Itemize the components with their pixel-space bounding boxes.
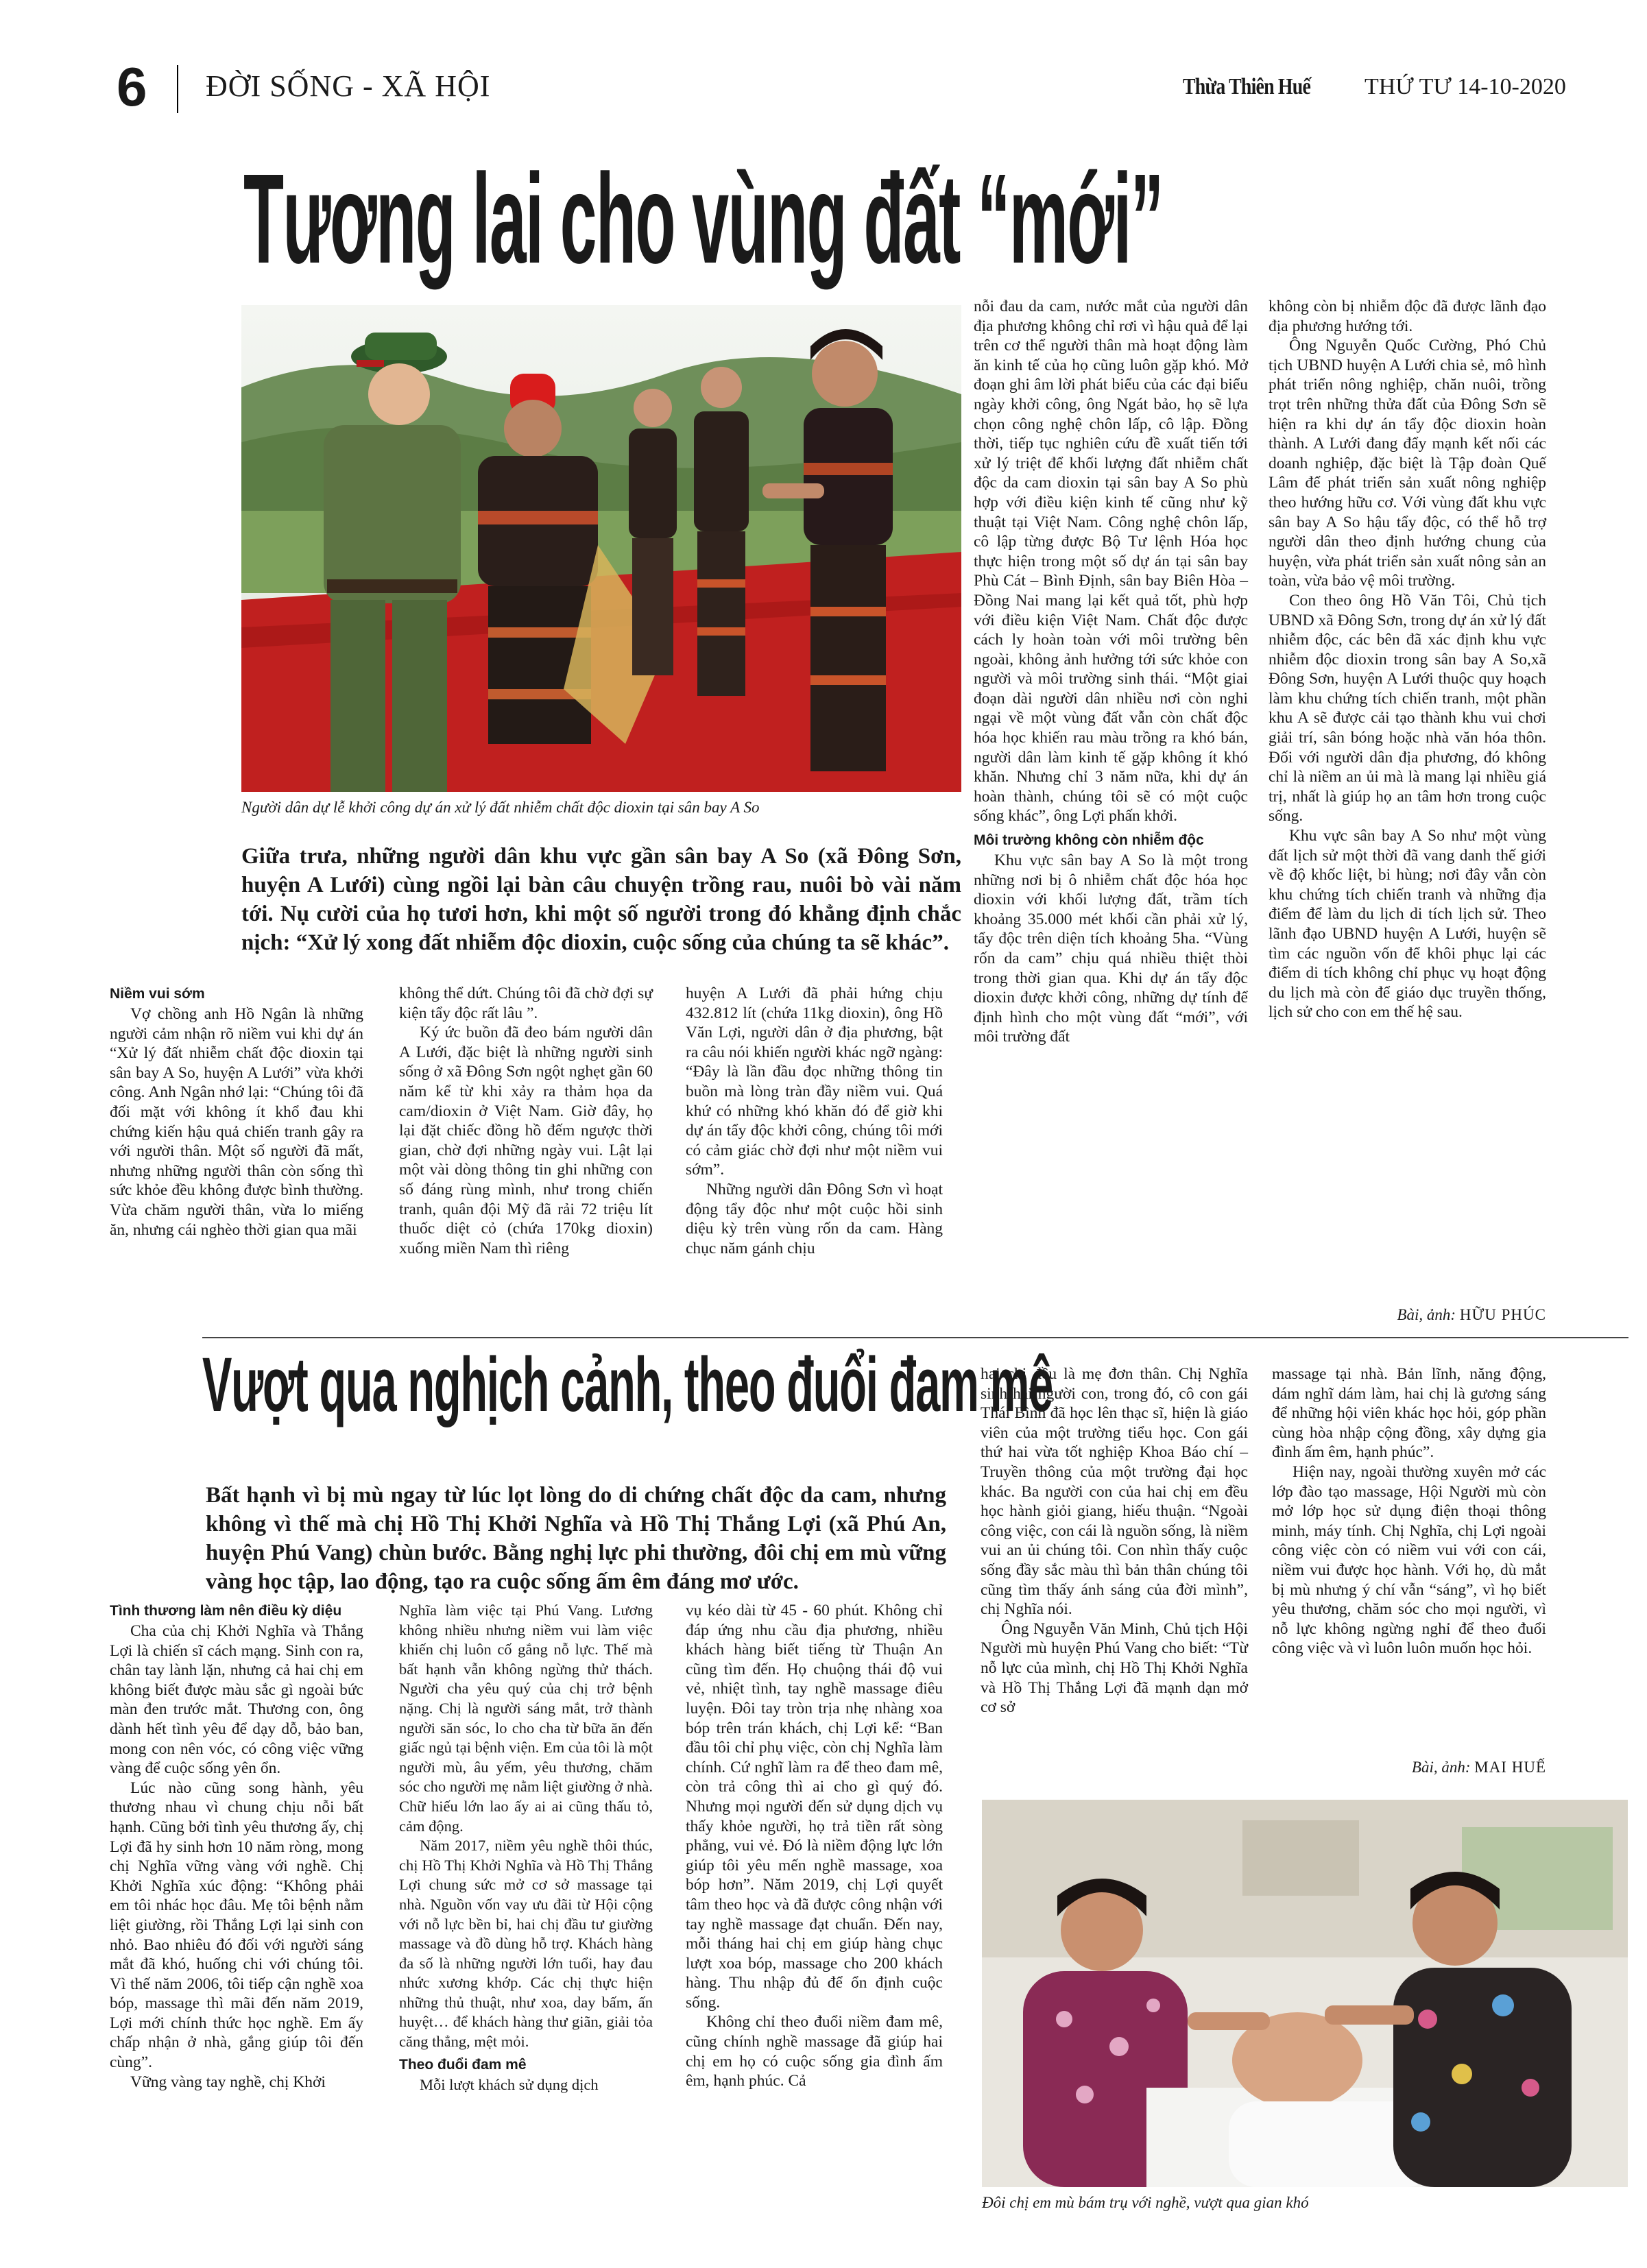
section-title: ĐỜI SỐNG - XÃ HỘI <box>206 69 491 103</box>
article2-column-5 <box>1272 1364 1546 1658</box>
credit-label: Bài, ảnh: <box>1397 1306 1456 1323</box>
article-divider <box>202 1337 1628 1338</box>
article1-paragraph: Những người dân Đông Sơn vì hoạt động tẩy độc như một cuộc hồi sinh diệu kỳ trên vùng rốn da cam. Hàng chục năm gánh chịu <box>686 1180 943 1257</box>
article1-column-5 <box>1269 297 1546 1022</box>
article2-paragraph: Năm 2017, niềm yêu nghề thôi thúc, chị Hồ Thị Khởi Nghĩa và Hồ Thị Thắng Lợi chung sức mở cơ sở massage tại nhà. Nguồn vốn vay ưu đãi từ Hội cộng với nỗ lực bền bỉ, hai chị đầu tư giường massage và đồ dùng hỗ trợ. Khách hàng đa số là những người lớn tuổi, hay đau nhức xương khớp. Các chị thực hiện những thủ thuật, như xoa, day bấm, ấn huyệt… để khách hàng thư giãn, giải tỏa căng thẳng, mệt mỏi. <box>399 1837 653 2051</box>
article1-photo-caption: Người dân dự lễ khởi công dự án xử lý đất nhiễm chất độc dioxin tại sân bay A So <box>241 799 760 816</box>
article1-credit <box>1269 1306 1546 1324</box>
page-number: 6 <box>117 56 147 117</box>
article1-photo <box>241 305 961 792</box>
article2-photo-caption: Đôi chị em mù bám trụ với nghề, vượt qua gian khó <box>982 2194 1309 2211</box>
credit-label: Bài, ảnh: <box>1411 1759 1471 1776</box>
article1-paragraph: Khu vực sân bay A So là một trong những nơi bị ô nhiễm chất độc hóa học dioxin với khối lượng đất, trầm tích khoảng 35.000 mét khối cần phải xử lý, tẩy độc trên diện tích khoảng 5ha. “Vùng rốn da cam” chịu quá nhiều thiệt thòi trong thời gian qua. Khi dự án tẩy độc dioxin được khởi công, những dự tính để định hình cho một vùng đất “mới”, với môi trường đất <box>974 852 1248 1046</box>
article1-title: Tương lai cho vùng đất “mới” <box>243 148 1163 290</box>
article1-paragraph: Con theo ông Hồ Văn Tôi, Chủ tịch UBND xã Đông Sơn, trong dự án xử lý đất nhiễm độc, các bên đã xác định khu vực nhiễm độc dioxin trong sân bay A So,xã Đông Sơn, huyện A Lưới thuộc quy hoạch làm khu chứng tích chiến tranh, một phần khu A sẽ được cải tạo thành khu vui chơi giải trí, sân bóng hoặc nhà văn hóa thôn. Đối với người dân địa phương, đó không chỉ là niềm an ủi mà là mang lại nhiều giá trị, nhất là giúp họ an tâm hơn trong cuộc sống. <box>1269 591 1546 825</box>
article2-photo <box>982 1800 1628 2187</box>
article1-paragraph: Khu vực sân bay A So như một vùng đất lịch sử một thời đã vang danh thế giới về độ khốc liệt, bi hùng; nơi đây vẫn còn khu chứng tích chiến tranh và những địa điểm để làm du lịch di tích lịch sử. Theo lãnh đạo UBND huyện A Lưới, huyện sẽ tìm các nguồn vốn để khôi phục lại các điểm di tích không chỉ phục vụ hoạt động du lịch mà còn để giáo dục truyền thống, lịch sử cho con em thế hệ sau. <box>1269 827 1546 1022</box>
article2-paragraph: Nghĩa làm việc tại Phú Vang. Lương không nhiều nhưng niềm vui làm việc khiến chị luôn cố gắng nỗ lực. Thế mà bất hạnh vẫn không ngừng thử thách. Người cha yêu quý của chị trở bệnh nặng. Chị là người sáng mắt, trở thành người săn sóc, lo cho cha từ bữa ăn đến giấc ngủ tại bệnh viện. Em của tôi là một người mù, âu yếm, yêu thương, chăm sóc cho người mẹ nằm liệt giường ở nhà. Chữ hiếu lớn lao ấy ai ai cũng thấu tỏ, cảm động. <box>399 1602 653 1835</box>
article2-paragraph: hai chị đều là mẹ đơn thân. Chị Nghĩa sinh hai người con, trong đó, cô con gái Thái Bình đã học lên thạc sĩ, hiện là giáo viên của một trường tiểu học. Con gái thứ hai vừa tốt nghiệp Khoa Báo chí – Truyền thông của một trường đại học khác. Ba người con của hai chị em đều học hành giỏi giang, hiếu thuận. “Ngoài công việc, con cái là nguồn sống, là niềm vui an ủi chúng tôi. Con nhìn thấy cuộc sống đầy sắc màu thì bản thân chúng tôi cũng tìm thấy ánh sáng của đời mình”, chị Nghĩa nói. <box>981 1365 1248 1619</box>
article2-title: Vượt qua nghịch cảnh, theo đuổi đam mê <box>202 1342 1053 1427</box>
article2-column-1 <box>110 1601 363 2092</box>
article2-paragraph: Ông Nguyễn Văn Minh, Chủ tịch Hội Người mù huyện Phú Vang cho biết: “Từ nỗ lực của mình, chị Hồ Thị Khởi Nghĩa và Hồ Thị Thắng Lợi đã mạnh dạn mở cơ sở <box>981 1619 1248 1717</box>
article2-paragraph: Vững vàng tay nghề, chị Khởi <box>130 2073 326 2091</box>
article2-credit <box>1272 1759 1546 1776</box>
article2-lead: Bất hạnh vì bị mù ngay từ lúc lọt lòng do di chứng chất độc da cam, nhưng không vì thế mà chị Hồ Thị Khởi Nghĩa và Hồ Thị Thắng Lợi (xã Phú An, huyện Phú Vang) chùn bước. Bằng nghị lực phi thường, đôi chị em mù vững vàng học tập, lao động, tạo ra cuộc sống ấm êm đáng mơ ước. <box>206 1483 946 1594</box>
article2-paragraph: Lúc nào cũng song hành, yêu thương nhau vì chung chịu nỗi bất hạnh. Cũng bởi tình yêu thương ấy, chị Lợi đã hy sinh hơn 10 năm ròng, mong chị Nghĩa vững vàng với nghề. Chị Khởi Nghĩa xúc động: “Không phải em tôi nhác học đâu. Mẹ tôi bệnh nằm liệt giường, rồi Thắng Lợi lại sinh con nhỏ. Bao nhiêu đó đối với người sáng mắt đã khó, huống chi với chúng tôi. Vì thế năm 2006, tôi tiếp cận nghề xoa bóp, massage thì mãi đến năm 2019, Lợi mới chính thức học nghề. Em ấy chấp nhận ở nhà, gắng giúp tôi đến cùng”. <box>110 1778 363 2072</box>
article2-paragraph: massage tại nhà. Bản lĩnh, năng động, dám nghĩ dám làm, hai chị là gương sáng để những hội viên khác học hỏi, góp phần cùng hòa nhập cộng đồng, xây dựng gia đình ấm êm, hạnh phúc”. <box>1272 1365 1546 1462</box>
article2-paragraph: Mỗi lượt khách sử dụng dịch <box>420 2075 599 2093</box>
article1-lead: Giữa trưa, những người dân khu vực gần sân bay A So (xã Đông Sơn, huyện A Lưới) cùng ngồi lại bàn câu chuyện trồng rau, nuôi bò vài năm tới. Nụ cười của họ tươi hơn, khi một số người trong đó khẳng định chắc nịch: “Xử lý xong đất nhiễm độc dioxin, cuộc sống của chúng ta sẽ khác”. <box>241 844 961 955</box>
issue-date: THỨ TƯ 14-10-2020 <box>1365 74 1566 99</box>
article1-paragraph: không thể dứt. Chúng tôi đã chờ đợi sự kiện tẩy độc rất lâu ”. <box>399 985 653 1022</box>
article2-paragraph: Không chỉ theo đuổi niềm đam mê, cũng chính nghề massage đã giúp hai chị em họ có cuộc sống gia đình ấm êm, hạnh phúc. Cả <box>686 2013 943 2090</box>
article1-column-1 <box>110 984 363 1240</box>
article2-paragraph: vụ kéo dài từ 45 - 60 phút. Không chỉ đáp ứng nhu cầu địa phương, nhiều khách hàng biết tiếng từ Thuận An cũng tìm đến. Họ chuộng thái độ vui vẻ, nhiệt tình, tay nghề massage điêu luyện. Đôi tay tròn trịa nhẹ nhàng xoa bóp trên trán khách, chị Lợi kể: “Ban đầu tôi chỉ phụ việc, còn chị Nghĩa làm chính. Cứ nghĩ làm ra để theo đam mê, còn trả công thì ai cho gì quý đó. Nhưng mọi người đến sử dụng dịch vụ thấy khỏe người, họ trả tiền rất sòng phẳng, vui vẻ. Đó là niềm động lực lớn giúp tôi yêu mến nghề massage, xoa bóp hơn”. Năm 2019, chị Lợi quyết tâm theo học và đã được công nhận với tay nghề massage đạt chuẩn. Đến nay, mỗi tháng hai chị em giúp hàng chục lượt xoa bóp, massage cho 200 khách hàng. Thu nhập đủ để ổn định cuộc sống. <box>686 1602 943 2012</box>
article1-paragraph: nỗi đau da cam, nước mắt của người dân địa phương không chỉ rơi vì hậu quả để lại trên cơ thể người thân mà hoạt động làm ăn kinh tế của họ cũng luôn gặp khó. Mở đoạn ghi âm lời phát biểu của các đại biểu ngày khởi công, ông Ngát bảo, họ sẽ lựa chọn công nghệ chôn lấp, cô lập. Đồng thời, tiếp tục nghiên cứu đề xuất tiến tới xử lý triệt để khối lượng đất nhiễm chất độc da cam dioxin tại sân bay A So phù hợp với điều kiện kinh tế cũng như kỹ thuật tại Việt Nam. Công nghệ chôn lấp, cô lập từng được Bộ Tư lệnh Hóa học thực hiện trong một số dự án tại sân bay Phù Cát – Bình Định, sân bay Biên Hòa – Đồng Nai mang lại kết quả tốt, phù hợp với điều kiện Việt Nam. Chất độc được cách ly hoàn toàn với môi trường bên ngoài, không ảnh hưởng tới sức khỏe con người và môi trường sinh thái. “Một giai đoạn dài người dân nhiều nơi còn nghi ngại về một vùng đất vẫn còn chất độc hóa học khiến rau màu trồng ra khó bán, người dân làm kinh tế gặp không ít khó khăn. Nhưng chỉ 3 năm nữa, khi dự án hoàn thành, chúng tôi sẽ có một cuộc sống khác”, ông Lợi phấn khởi. <box>974 298 1248 825</box>
article1-subheading-1: Niềm vui sớm <box>110 986 205 1002</box>
article2-subheading-1: Tình thương làm nên điều kỳ diệu <box>110 1603 342 1619</box>
credit-name: HỮU PHÚC <box>1459 1306 1546 1323</box>
header-divider <box>177 65 178 113</box>
article1-paragraph: Ký ức buồn đã đeo bám người dân A Lưới, đặc biệt là những người sinh sống ở xã Đông Sơn ngột nghẹt gần 60 năm kể từ khi xảy ra thảm họa da cam/dioxin ở Việt Nam. Giờ đây, họ lại đặt chiếc đồng hồ đếm ngược thời gian, chờ đợi những ngày vui. Lật lại một vài dòng thông tin ghi những con số đáng rùng mình, như trong chiến tranh, quân đội Mỹ đã rải 72 triệu lít thuốc diệt cỏ (chứa 170kg dioxin) xuống miền Nam thì riêng <box>399 1024 653 1257</box>
article1-column-2 <box>399 984 653 1258</box>
newspaper-name: Thừa Thiên Huế <box>1183 74 1311 99</box>
article1-paragraph: Ông Nguyễn Quốc Cường, Phó Chủ tịch UBND huyện A Lưới chia sẻ, mô hình phát triển nông nghiệp, chăn nuôi, trồng trọt trên những thửa đất của Đông Sơn sẽ hiện ra khi dự án tẩy độc dioxin hoàn thành. A Lưới đang đẩy mạnh kết nối các doanh nghiệp, đặc biệt là Tập đoàn Quế Lâm để phát triển sản xuất nông nghiệp theo hướng hữu cơ. Với vùng đất khu vực sân bay A So hậu tẩy độc, có thể hỗ trợ người dân theo định hướng chung của huyện, vừa phát triển sản xuất nông sản an toàn, vừa bảo vệ môi trường. <box>1269 337 1546 590</box>
article1-paragraph: huyện A Lưới đã phải hứng chịu 432.812 lít (chứa 11kg dioxin), ông Hồ Văn Lợi, người dân ở địa phương, bật ra câu nói khiến người khác ngỡ ngàng: “Đây là lần đầu đọc những thông tin buồn mà lòng tràn đầy niềm vui. Quá khứ có những khó khăn đó để giờ khi dự án tẩy độc khởi công, chúng tôi mới có cảm giác chờ đợi như một niềm vui sớm”. <box>686 985 943 1179</box>
ceremony-photo-illustration <box>241 305 961 792</box>
credit-name: MAI HUẾ <box>1474 1759 1546 1776</box>
article1-subheading-2: Môi trường không còn nhiễm độc <box>974 832 1204 849</box>
article2-column-2 <box>399 1601 653 2095</box>
article2-column-4 <box>981 1364 1248 1717</box>
article1-paragraph: không còn bị nhiễm độc đã được lãnh đạo địa phương hướng tới. <box>1269 298 1546 335</box>
massage-photo-illustration <box>982 1800 1628 2187</box>
article1-paragraph: Vợ chồng anh Hồ Ngân là những người cảm nhận rõ niềm vui khi dự án “Xử lý đất nhiễm chất độc dioxin tại sân bay A So, huyện A Lưới” vừa khởi công. Anh Ngân nhớ lại: “Chúng tôi đã đối mặt với không ít khổ đau khi chứng kiến hậu quả chiến tranh gây ra với người thân. Một số người đã mất, nhưng những người thân còn sống thì sức khỏe đều không được bình thường. Vừa chăm người thân, vừa lo miếng ăn, nhưng cái nghèo thời gian qua mãi <box>110 1005 363 1239</box>
article1-column-4 <box>974 297 1248 1047</box>
article2-paragraph: Hiện nay, ngoài thường xuyên mở các lớp đào tạo massage, Hội Người mù còn mở lớp học sử dụng điện thoại thông minh, máy tính. Chị Nghĩa, chị Lợi ngoài công việc còn có niềm vui với con cái, niềm vui được học hành. Với họ, dù mắt bị mù nhưng ý chí vẫn “sáng”, vì họ biết yêu thương, chăm sóc cho mọi người, vì nỗ lực không ngừng nghỉ để theo đuổi công việc và vì luôn luôn muốn học hỏi. <box>1272 1462 1546 1658</box>
article2-subheading-2: Theo đuổi đam mê <box>399 2056 527 2073</box>
article2-paragraph: Cha của chị Khởi Nghĩa và Thắng Lợi là chiến sĩ cách mạng. Sinh con ra, chân tay lành lặn, nhưng cả hai chị em không biết được màu sắc gì ngoài bức màn đen trước mắt. Thương con, ông dành hết tình yêu để dạy dỗ, bảo ban, mong con nên vóc, có công việc vững vàng để cuộc sống yên ổn. <box>110 1622 363 1778</box>
article1-column-3 <box>686 984 943 1258</box>
article2-column-3 <box>686 1601 943 2091</box>
